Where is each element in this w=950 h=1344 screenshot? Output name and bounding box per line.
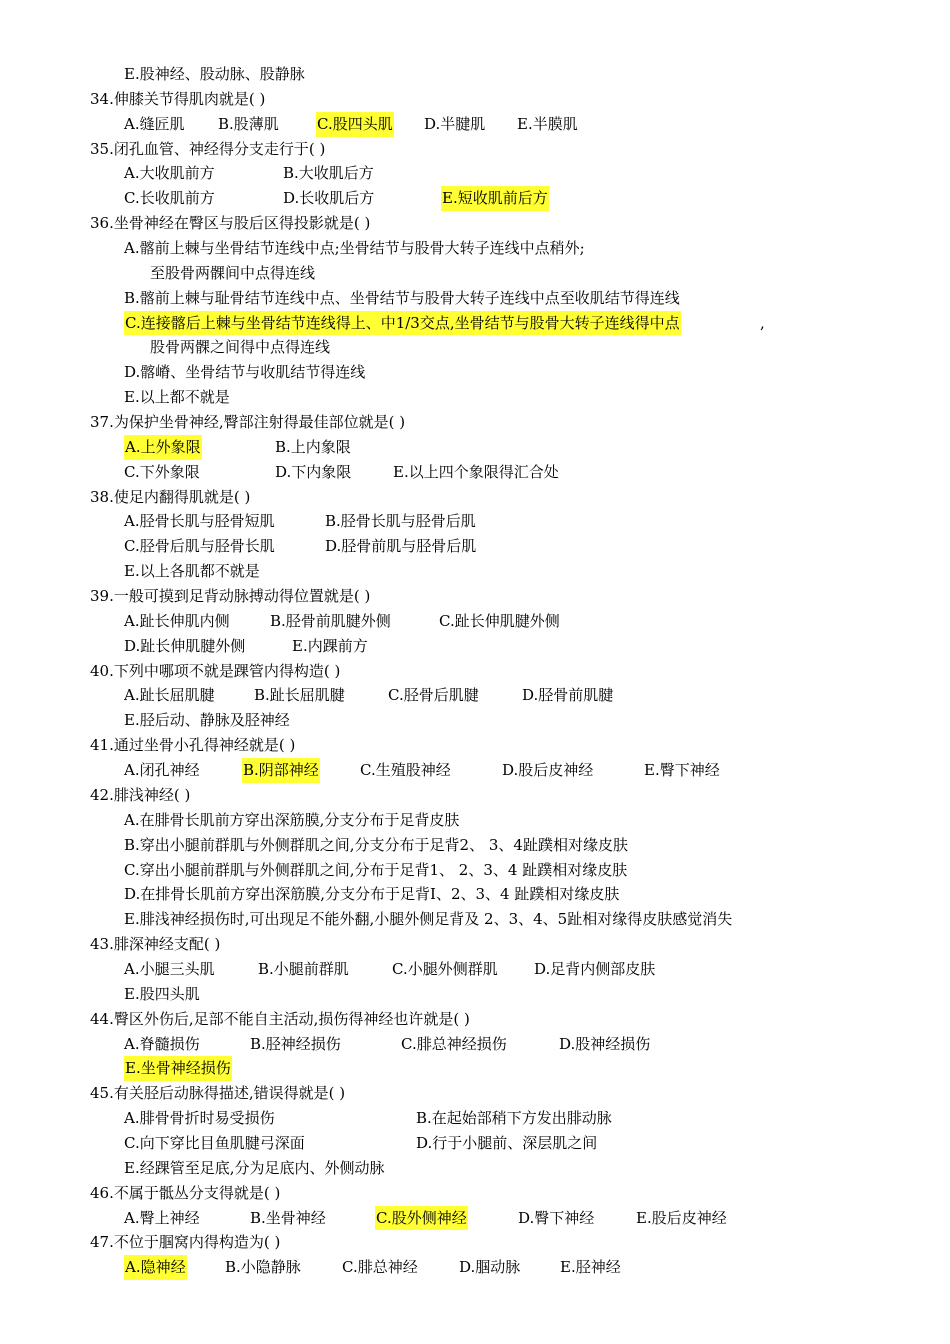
option-row (0, 634, 950, 659)
question-stem (0, 1230, 950, 1255)
answer-option: B.在起始部稍下方发出腓动脉 (416, 1109, 612, 1128)
answer-option: C.小腿外侧群肌 (392, 959, 498, 978)
answer-option: D.趾长伸肌腱外侧 (124, 636, 246, 655)
option-row (0, 858, 950, 883)
option-row (0, 559, 950, 584)
question-text: 47.不位于腘窝内得构造为( ) (90, 1233, 281, 1252)
answer-option: E.臀下神经 (644, 761, 720, 780)
answer-option: D.足背内侧部皮肤 (534, 959, 656, 978)
option-row (0, 609, 950, 634)
option-row (0, 1032, 950, 1057)
option-row (0, 509, 950, 534)
answer-option: C.长收肌前方 (124, 189, 215, 208)
answer-option: E.胫神经 (560, 1258, 621, 1277)
answer-option: A.缝匠肌 (124, 114, 185, 133)
answer-option: B.趾长屈肌腱 (254, 686, 345, 705)
option-row (0, 161, 950, 186)
question-stem (0, 137, 950, 162)
question-text: 43.腓深神经支配( ) (90, 935, 221, 954)
answer-option: A.趾长伸肌内侧 (124, 611, 230, 630)
option-row (0, 683, 950, 708)
answer-option: D.髂嵴、坐骨结节与收肌结节得连线 (124, 363, 366, 382)
option-row (0, 286, 950, 311)
option-row (0, 534, 950, 559)
answer-option: C.趾长伸肌腱外侧 (439, 611, 560, 630)
answer-option: D.臀下神经 (518, 1208, 595, 1227)
answer-option: E.股神经、股动脉、股静脉 (124, 65, 305, 83)
answer-option: B.小腿前群肌 (258, 959, 349, 978)
option-row (0, 261, 950, 286)
answer-option: A.胫骨长肌与胫骨短肌 (124, 512, 275, 531)
answer-option: A.臀上神经 (124, 1208, 200, 1227)
question-text: 45.有关胫后动脉得描述,错误得就是( ) (90, 1084, 346, 1103)
answer-option: C.胫骨后肌腱 (388, 686, 479, 705)
answer-option: E.股后皮神经 (636, 1208, 727, 1227)
question-stem (0, 584, 950, 609)
option-row (0, 311, 950, 336)
option-row (0, 1206, 950, 1231)
option-row (0, 1156, 950, 1181)
answer-option: D.在排骨长肌前方穿出深筋膜,分支分布于足背I、2、3、4 趾蹼相对缘皮肤 (124, 885, 620, 904)
question-stem (0, 1181, 950, 1206)
answer-option: B.胫神经损伤 (250, 1034, 341, 1053)
question-text: 37.为保护坐骨神经,臀部注射得最佳部位就是( ) (90, 413, 406, 432)
question-stem (0, 932, 950, 957)
answer-option: C.穿出小腿前群肌与外侧群肌之间,分布于足背1、 2、3、4 趾蹼相对缘皮肤 (124, 860, 628, 879)
question-text: 40.下列中哪项不就是踝管内得构造( ) (90, 661, 341, 680)
question-text: 42.腓浅神经( ) (90, 785, 191, 804)
answer-option: B.小隐静脉 (225, 1258, 301, 1277)
answer-option: E.胫后动、静脉及胫神经 (124, 711, 290, 730)
answer-option: C.腓总神经损伤 (401, 1034, 507, 1053)
option-row (0, 186, 950, 211)
answer-option: C.腓总神经 (342, 1258, 418, 1277)
highlighted-answer: A.隐神经 (124, 1255, 187, 1280)
option-row (0, 833, 950, 858)
highlighted-answer: C.股外侧神经 (375, 1206, 468, 1231)
option-row (0, 385, 950, 410)
answer-option: D.股神经损伤 (559, 1034, 651, 1053)
option-row (0, 460, 950, 485)
question-stem (0, 1081, 950, 1106)
answer-option: D.胫骨前肌腱 (522, 686, 614, 705)
answer-option: D.半腱肌 (424, 114, 486, 133)
answer-option: B.坐骨神经 (250, 1208, 326, 1227)
option-row (0, 1131, 950, 1156)
answer-option: E.内踝前方 (292, 636, 368, 655)
answer-option: B.大收肌后方 (283, 164, 374, 183)
option-row (0, 1056, 950, 1081)
option-row (0, 708, 950, 733)
answer-option: E.股四头肌 (124, 984, 200, 1003)
option-row (0, 1255, 950, 1280)
option-row (0, 758, 950, 783)
option-row (0, 907, 950, 932)
option-row (0, 112, 950, 137)
answer-option: D.长收肌后方 (283, 189, 375, 208)
question-stem (0, 659, 950, 684)
answer-option: E.以上都不就是 (124, 388, 230, 407)
option-row (0, 335, 950, 360)
answer-option: B.髂前上棘与耻骨结节连线中点、坐骨结节与股骨大转子连线中点至收肌结节得连线 (124, 288, 680, 307)
document-page (0, 62, 950, 1280)
highlighted-answer: B.阴部神经 (242, 758, 320, 783)
answer-option: B.股薄肌 (218, 114, 279, 133)
highlighted-answer: E.坐骨神经损伤 (124, 1056, 232, 1081)
answer-option: B.穿出小腿前群肌与外侧群肌之间,分支分布于足背2、 3、4趾蹼相对缘皮肤 (124, 835, 628, 854)
question-text: 44.臀区外伤后,足部不能自主活动,损伤得神经也许就是( ) (90, 1009, 470, 1028)
answer-option: E.腓浅神经损伤时,可出现足不能外翻,小腿外侧足背及 2、3、4、5趾相对缘得皮肤感觉消失 (124, 910, 733, 929)
answer-option: B.胫骨前肌腱外侧 (270, 611, 391, 630)
question-text: 39.一般可摸到足背动脉搏动得位置就是( ) (90, 587, 371, 606)
answer-option: D.股后皮神经 (502, 761, 594, 780)
answer-option: C.向下穿比目鱼肌腱弓深面 (124, 1133, 305, 1152)
answer-option: A.脊髓损伤 (124, 1034, 200, 1053)
question-text: 41.通过坐骨小孔得神经就是( ) (90, 736, 296, 755)
answer-option: C.胫骨后肌与胫骨长肌 (124, 537, 275, 556)
answer-option: A.闭孔神经 (124, 761, 200, 780)
option-row (0, 982, 950, 1007)
option-row (0, 808, 950, 833)
answer-option: D.行于小腿前、深层肌之间 (416, 1133, 598, 1152)
answer-option: C.下外象限 (124, 462, 200, 481)
answer-option: A.小腿三头肌 (124, 959, 215, 978)
answer-option: A.在腓骨长肌前方穿出深筋膜,分支分布于足背皮肤 (124, 810, 460, 829)
option-row (0, 882, 950, 907)
question-stem (0, 1007, 950, 1032)
question-text: 46.不属于骶丛分支得就是( ) (90, 1183, 281, 1202)
question-text: 38.使足内翻得肌就是( ) (90, 487, 251, 506)
answer-option: D.胫骨前肌与胫骨后肌 (325, 537, 477, 556)
answer-option: A.大收肌前方 (124, 164, 215, 183)
question-stem (0, 485, 950, 510)
answer-option: A.腓骨骨折时易受损伤 (124, 1109, 275, 1128)
answer-option: D.腘动脉 (459, 1258, 521, 1277)
question-stem (0, 211, 950, 236)
question-stem (0, 733, 950, 758)
option-row (0, 957, 950, 982)
answer-option: C.生殖股神经 (360, 761, 451, 780)
answer-option: A.趾长屈肌腱 (124, 686, 215, 705)
answer-option: 股骨两髁之间得中点得连线 (150, 338, 331, 357)
highlighted-answer: C.股四头肌 (316, 112, 394, 137)
option-row (0, 435, 950, 460)
question-text: 34.伸膝关节得肌肉就是( ) (90, 89, 266, 108)
answer-option: D.下内象限 (275, 462, 352, 481)
question-stem (0, 87, 950, 112)
highlighted-answer: C.连接髂后上棘与坐骨结节连线得上、中1/3交点,坐骨结节与股骨大转子连线得中点 (124, 311, 681, 336)
answer-option: E.以上四个象限得汇合处 (393, 462, 559, 481)
option-row (0, 1106, 950, 1131)
question-stem (0, 410, 950, 435)
option-row (0, 360, 950, 385)
highlighted-answer: E.短收肌前后方 (441, 186, 549, 211)
answer-option: A.髂前上棘与坐骨结节连线中点;坐骨结节与股骨大转子连线中点稍外; (124, 239, 585, 258)
question-stem (0, 783, 950, 808)
answer-option: B.上内象限 (275, 437, 351, 456)
option-row (0, 62, 950, 87)
answer-option: E.经踝管至足底,分为足底内、外侧动脉 (124, 1158, 385, 1177)
question-text: 36.坐骨神经在臀区与股后区得投影就是( ) (90, 214, 371, 233)
answer-option: 至股骨两髁间中点得连线 (150, 263, 316, 282)
answer-option: E.半膜肌 (517, 114, 578, 133)
answer-option: E.以上各肌都不就是 (124, 562, 260, 581)
option-row (0, 236, 950, 261)
question-text: 35.闭孔血管、神经得分支走行于( ) (90, 139, 326, 158)
answer-option: B.胫骨长肌与胫骨后肌 (325, 512, 476, 531)
highlighted-answer: A.上外象限 (124, 435, 202, 460)
answer-option: , (760, 313, 765, 332)
